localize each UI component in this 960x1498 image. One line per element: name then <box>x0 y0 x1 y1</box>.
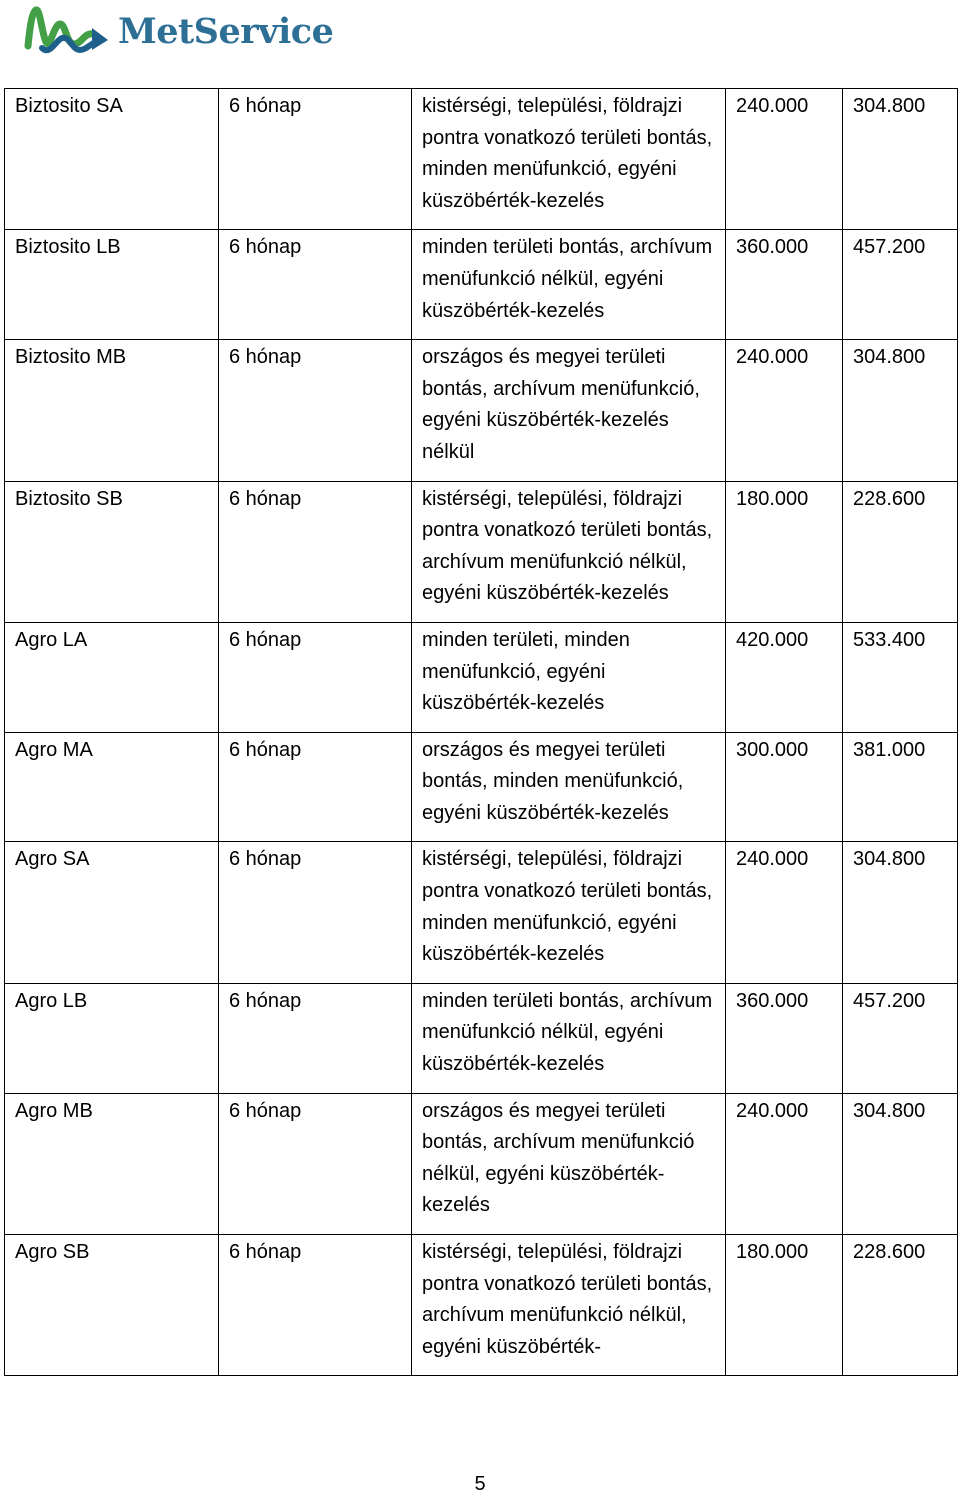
description-cell: minden területi, minden menüfunkció, egyéni küszöbérték-kezelés <box>412 622 726 732</box>
duration-cell: 6 hónap <box>219 481 412 622</box>
table-row <box>5 842 958 983</box>
package-name-cell: Biztosito LB <box>5 230 219 340</box>
gross-price-cell: 381.000 <box>843 732 958 842</box>
gross-price-cell: 304.800 <box>843 89 958 230</box>
net-price-cell: 240.000 <box>726 1093 843 1234</box>
gross-price-cell: 457.200 <box>843 230 958 340</box>
net-price-cell: 180.000 <box>726 1235 843 1376</box>
description-cell: kistérségi, települési, földrajzi pontra vonatkozó területi bontás, archívum menüfunkció nélkül, egyéni küszöbérték- <box>412 1235 726 1376</box>
duration-cell: 6 hónap <box>219 732 412 842</box>
package-name-cell: Biztosito MB <box>5 340 219 481</box>
gross-price-cell: 304.800 <box>843 340 958 481</box>
package-name-cell: Biztosito SA <box>5 89 219 230</box>
metservice-logo <box>22 4 352 60</box>
package-name-cell: Agro SA <box>5 842 219 983</box>
table-row <box>5 89 958 230</box>
package-name-cell: Agro LA <box>5 622 219 732</box>
net-price-cell: 360.000 <box>726 230 843 340</box>
logo-text: MetService <box>118 11 334 52</box>
duration-cell: 6 hónap <box>219 983 412 1093</box>
table-row <box>5 340 958 481</box>
package-name-cell: Agro SB <box>5 1235 219 1376</box>
duration-cell: 6 hónap <box>219 230 412 340</box>
duration-cell: 6 hónap <box>219 89 412 230</box>
table-row <box>5 732 958 842</box>
gross-price-cell: 533.400 <box>843 622 958 732</box>
description-cell: országos és megyei területi bontás, archívum menüfunkció nélkül, egyéni küszöbérték-kezelés <box>412 1093 726 1234</box>
package-name-cell: Biztosito SB <box>5 481 219 622</box>
description-cell: minden területi bontás, archívum menüfunkció nélkül, egyéni küszöbérték-kezelés <box>412 230 726 340</box>
package-name-cell: Agro MA <box>5 732 219 842</box>
table-row <box>5 622 958 732</box>
page-number: 5 <box>474 1473 486 1495</box>
duration-cell: 6 hónap <box>219 1235 412 1376</box>
net-price-cell: 420.000 <box>726 622 843 732</box>
net-price-cell: 180.000 <box>726 481 843 622</box>
description-cell: országos és megyei területi bontás, archívum menüfunkció, egyéni küszöbérték-kezelés nélkül <box>412 340 726 481</box>
table-row <box>5 1093 958 1234</box>
table-row <box>5 481 958 622</box>
gross-price-cell: 304.800 <box>843 1093 958 1234</box>
duration-cell: 6 hónap <box>219 340 412 481</box>
duration-cell: 6 hónap <box>219 622 412 732</box>
table-row <box>5 230 958 340</box>
description-cell: minden területi bontás, archívum menüfunkció nélkül, egyéni küszöbérték-kezelés <box>412 983 726 1093</box>
net-price-cell: 240.000 <box>726 340 843 481</box>
gross-price-cell: 228.600 <box>843 1235 958 1376</box>
duration-cell: 6 hónap <box>219 842 412 983</box>
description-cell: kistérségi, települési, földrajzi pontra vonatkozó területi bontás, minden menüfunkció, egyéni küszöbérték-kezelés <box>412 842 726 983</box>
description-cell: kistérségi, települési, földrajzi pontra vonatkozó területi bontás, archívum menüfunkció nélkül, egyéni küszöbérték-kezelés <box>412 481 726 622</box>
price-table <box>4 88 958 1376</box>
net-price-cell: 300.000 <box>726 732 843 842</box>
net-price-cell: 240.000 <box>726 842 843 983</box>
package-name-cell: Agro LB <box>5 983 219 1093</box>
wave-arrow-icon <box>22 4 112 60</box>
net-price-cell: 360.000 <box>726 983 843 1093</box>
gross-price-cell: 304.800 <box>843 842 958 983</box>
description-cell: kistérségi, települési, földrajzi pontra vonatkozó területi bontás, minden menüfunkció, egyéni küszöbérték-kezelés <box>412 89 726 230</box>
table-row <box>5 983 958 1093</box>
gross-price-cell: 228.600 <box>843 481 958 622</box>
price-table-body <box>5 89 958 1376</box>
gross-price-cell: 457.200 <box>843 983 958 1093</box>
description-cell: országos és megyei területi bontás, minden menüfunkció, egyéni küszöbérték-kezelés <box>412 732 726 842</box>
package-name-cell: Agro MB <box>5 1093 219 1234</box>
net-price-cell: 240.000 <box>726 89 843 230</box>
table-row <box>5 1235 958 1376</box>
duration-cell: 6 hónap <box>219 1093 412 1234</box>
